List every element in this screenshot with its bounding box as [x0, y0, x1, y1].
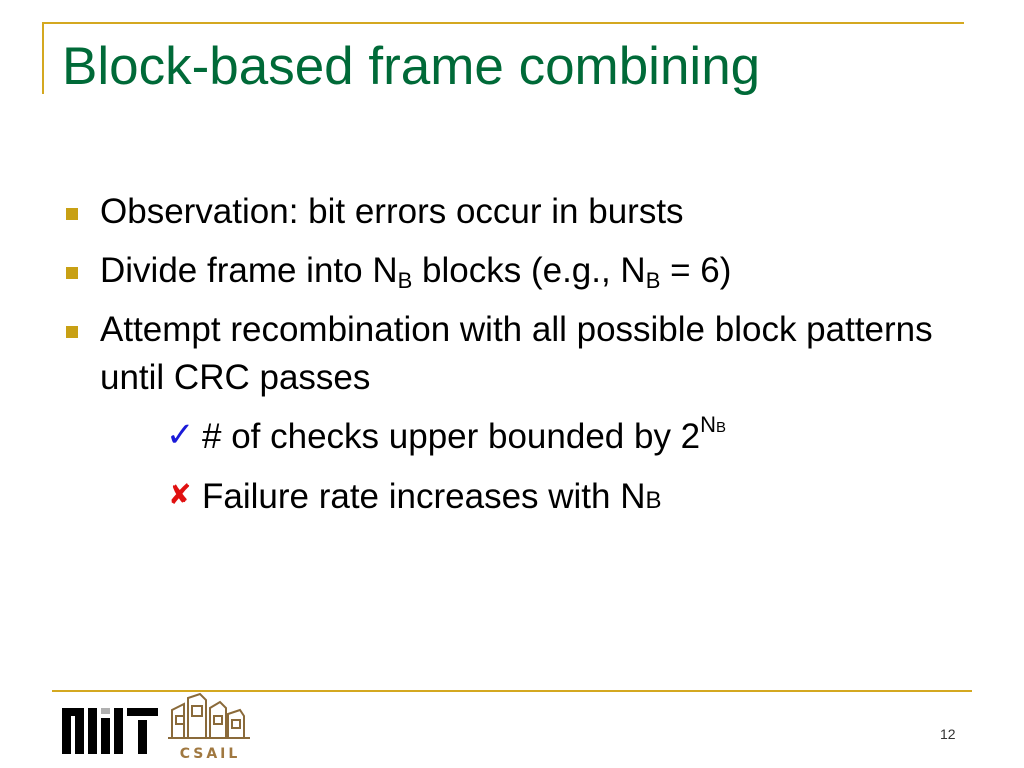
slide-title: Block-based frame combining: [62, 37, 761, 96]
bullet-item-attempt: [62, 306, 1002, 402]
subitem-text: Failure rate increases with N: [202, 477, 646, 516]
page-number: 12: [940, 726, 956, 742]
bullet-item-divide: [62, 247, 1002, 295]
checkmark-icon: ✓: [166, 416, 195, 454]
bullet-text-middle: blocks (e.g., N: [412, 251, 646, 290]
superscript-n: NB: [700, 412, 727, 437]
bullet-item-observation: [62, 188, 1002, 236]
csail-logo-text: CSAIL: [179, 746, 241, 762]
square-bullet-icon: [66, 326, 78, 338]
superscript-sub-b: B: [716, 419, 727, 436]
cross-icon: ✘: [168, 479, 192, 510]
bullet-text: Attempt recombination with all possible block patterns until CRC passes: [100, 310, 933, 397]
square-bullet-icon: [66, 267, 78, 279]
subscript-b: B: [645, 268, 661, 293]
subitem-failure: [62, 473, 1002, 525]
subitem-checks: [62, 413, 1002, 461]
subitem-text: # of checks upper bounded by 2: [202, 417, 701, 456]
square-bullet-icon: [66, 208, 78, 220]
frame-top-rule: [42, 22, 964, 24]
bullet-text: Observation: bit errors occur in bursts: [100, 192, 684, 231]
subscript-b: B: [397, 268, 413, 293]
bullet-list: [62, 188, 1002, 537]
csail-logo: [166, 690, 256, 762]
mit-logo: [62, 708, 158, 754]
frame-left-rule: [42, 22, 44, 94]
bullet-text-before: Divide frame into N: [100, 251, 398, 290]
subitem-tail-b: B: [645, 487, 662, 514]
bullet-text-after: = 6): [660, 251, 732, 290]
